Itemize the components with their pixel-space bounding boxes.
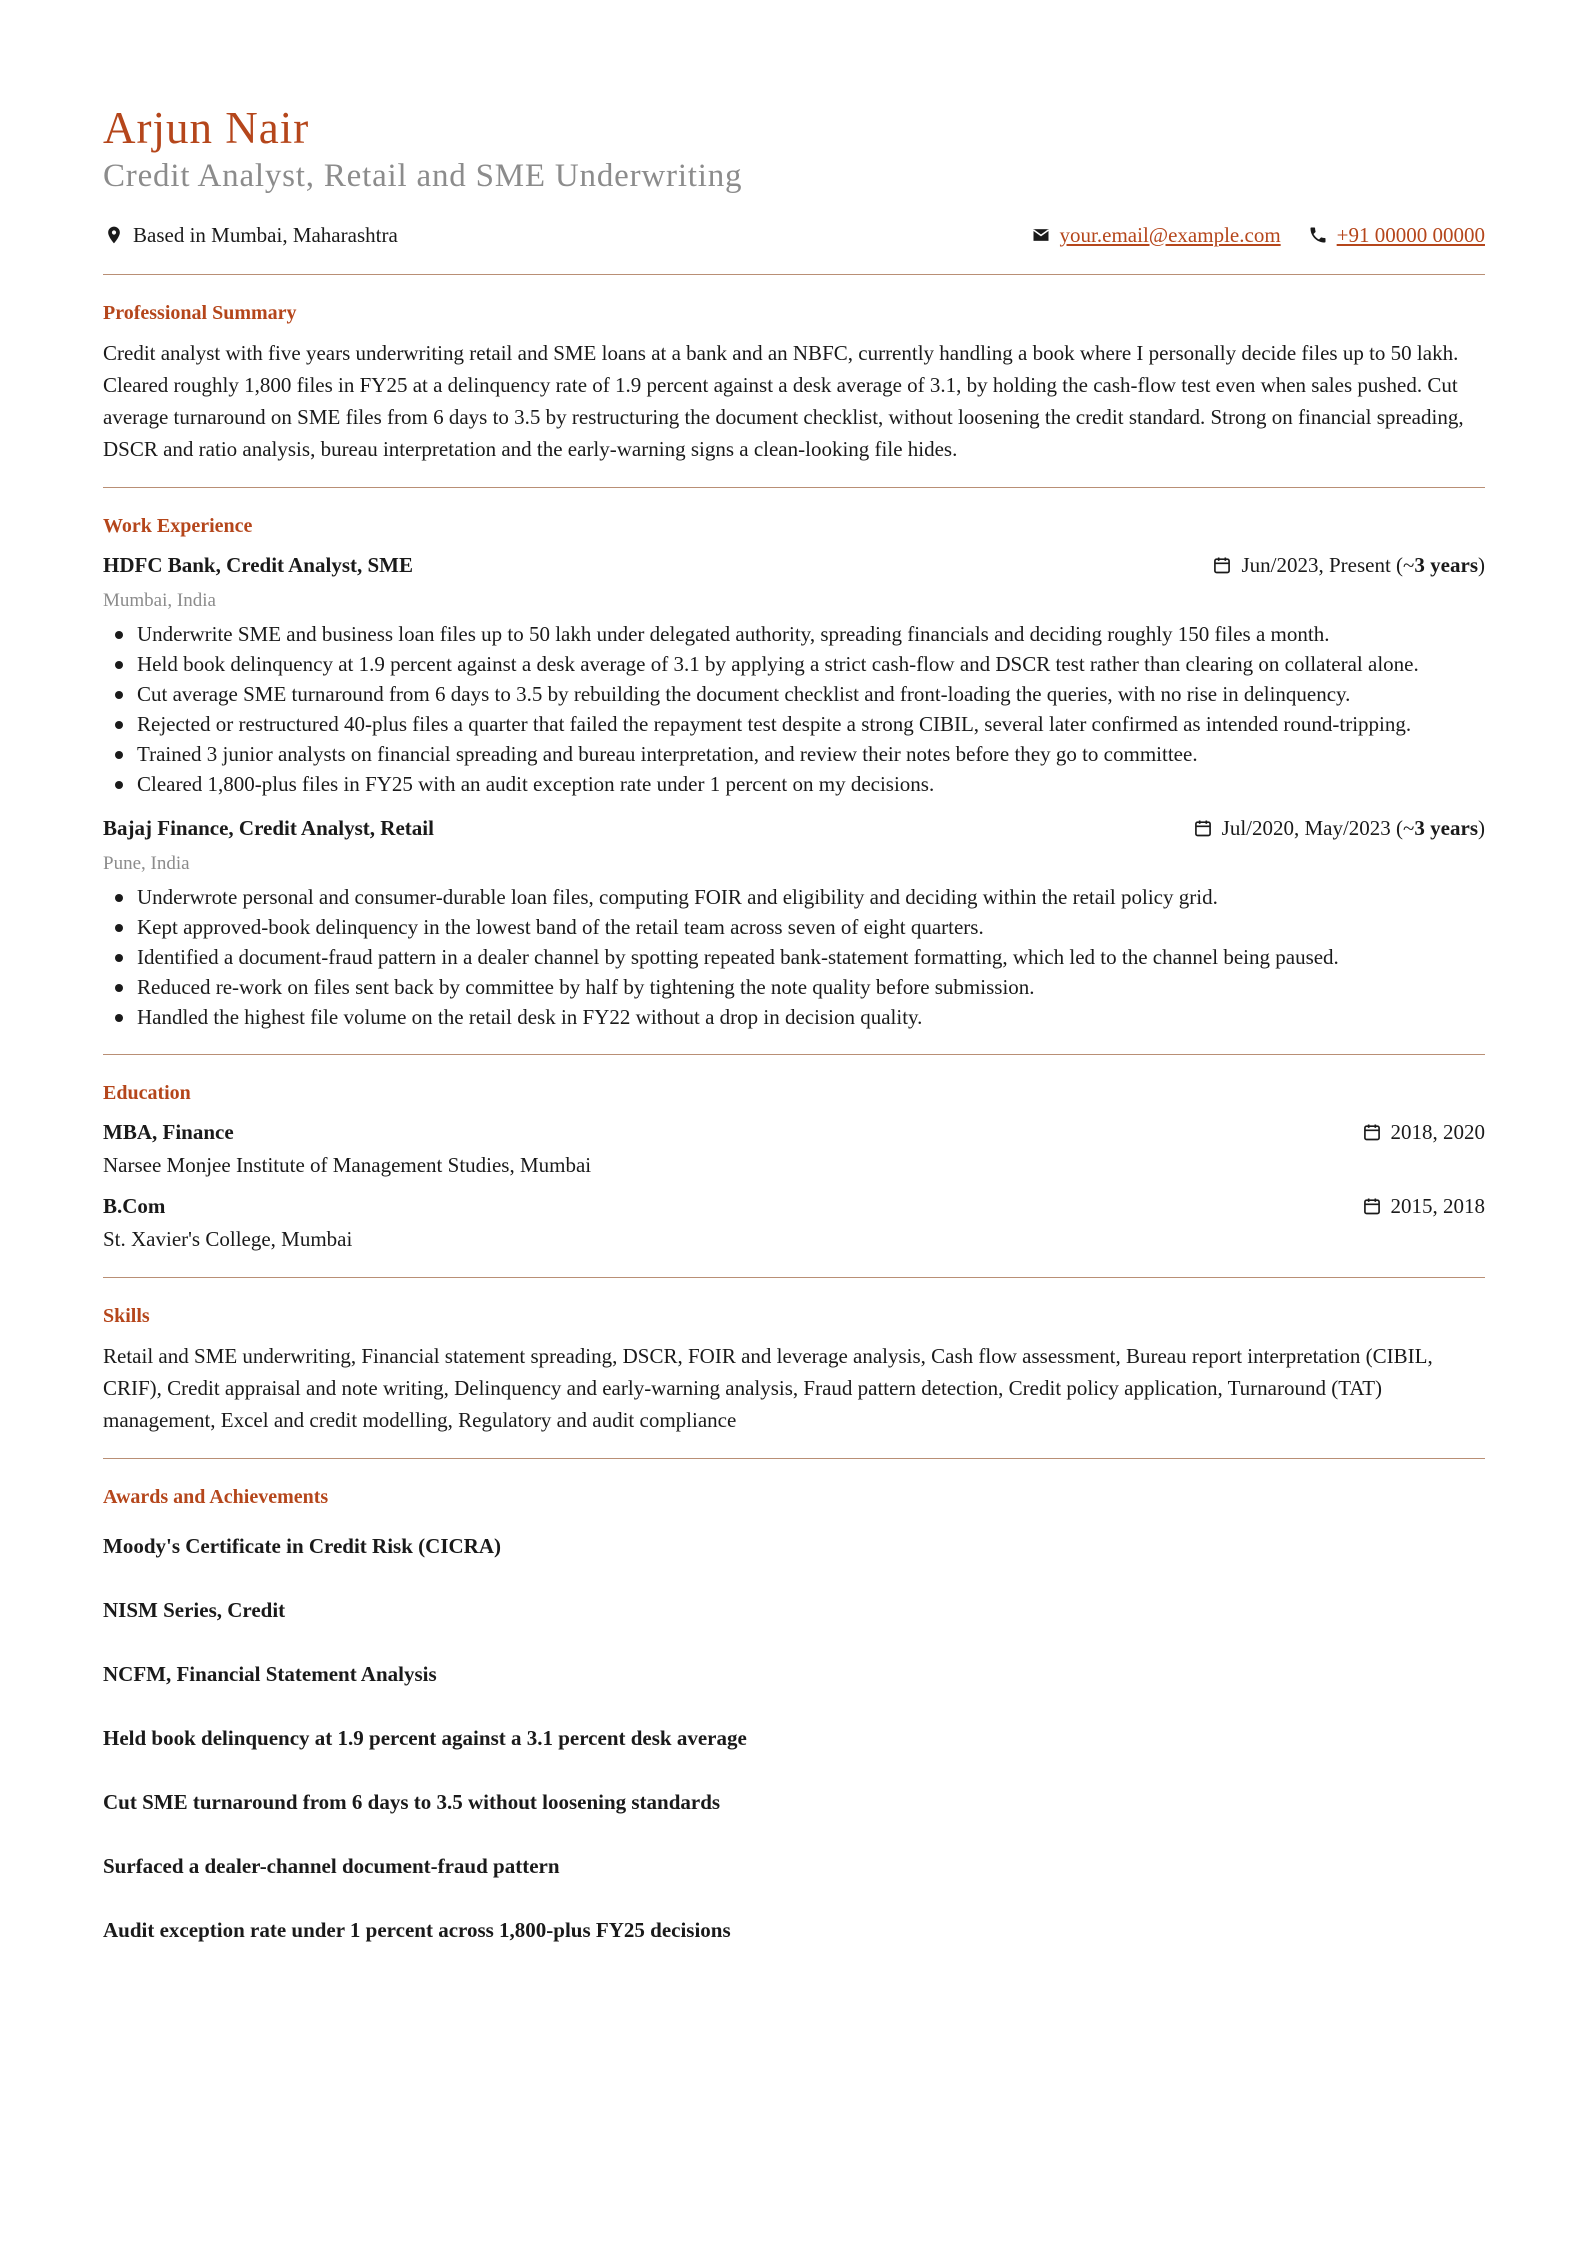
summary-text: Credit analyst with five years underwriting retail and SME loans at a bank and an NBFC, currently handling a book where I personally decide files up to 50 lakh. Cleared roughly 1,800 files in FY25 at a delinquency rate of 1.9 percent against a desk average of 3.1, by holding the cash-flow test even when sales pushed. Cut average turnaround on SME files from 6 days to 3.5 by restructuring the document checklist, without loosening the credit standard. Strong on financial spreading, DSCR and ratio analysis, bureau interpretation and the early-warning signs a clean-looking file hides. [103,341,1464,461]
award-item: Held book delinquency at 1.9 percent against a 3.1 percent desk average [103,1726,747,1750]
award-item: Moody's Certificate in Credit Risk (CICRA) [103,1534,501,1558]
award-item: Surfaced a dealer-channel document-fraud pattern [103,1854,560,1878]
education-dates: 2018, 2020 [1361,1117,1486,1147]
awards-section [103,1485,1485,1945]
job-role: Credit Analyst, SME [226,553,413,577]
contact-row [103,218,1485,252]
degree-name: B.Com [103,1194,166,1218]
list-item: Cleared 1,800-plus files in FY25 with an audit exception rate under 1 percent on my decisions. [103,769,1485,799]
education-header [103,1191,1485,1221]
list-item: Trained 3 junior analysts on financial spreading and bureau interpretation, and review their notes before they go to committee. [103,739,1485,769]
list-item: Identified a document-fraud pattern in a dealer channel by spotting repeated bank-statement formatting, which led to the channel being paused. [103,942,1485,972]
job-role: Credit Analyst, Retail [238,816,434,840]
calendar-icon [1361,1195,1383,1217]
section-title: Education [103,1082,191,1104]
skills-section [103,1304,1485,1436]
job-header [103,813,1485,843]
awards-list [103,1521,1485,1945]
education-dates: 2015, 2018 [1361,1191,1486,1221]
job-bullets [103,619,1485,799]
candidate-subtitle: Credit Analyst, Retail and SME Underwriting [103,158,743,194]
education-entry [103,1191,1485,1255]
summary-section [103,301,1485,465]
education-section [103,1081,1485,1255]
calendar-icon [1192,817,1214,839]
list-item: Handled the highest file volume on the retail desk in FY22 without a drop in decision quality. [103,1002,1485,1032]
phone-block [1307,223,1485,248]
award-item: Audit exception rate under 1 percent across 1,800-plus FY25 decisions [103,1918,731,1942]
job-bullets [103,882,1485,1032]
skills-text: Retail and SME underwriting, Financial statement spreading, DSCR, FOIR and leverage analysis, Cash flow assessment, Bureau report interpretation (CIBIL, CRIF), Credit appraisal and note writing, Delinquency and early-warning analysis, Fraud pattern detection, Credit policy application, Turnaround (TAT) management, Excel and credit modelling, Regulatory and audit compliance [103,1344,1433,1432]
list-item: Kept approved-book delinquency in the lowest band of the retail team across seven of eight quarters. [103,912,1485,942]
award-item: Cut SME turnaround from 6 days to 3.5 without loosening standards [103,1790,721,1814]
section-title: Professional Summary [103,302,297,324]
company-name: Bajaj Finance [103,816,229,840]
divider [103,274,1485,275]
education-header [103,1117,1485,1147]
education-entry [103,1117,1485,1181]
divider [103,1458,1485,1459]
candidate-name: Arjun Nair [103,103,310,153]
location-block [103,223,398,248]
list-item: Rejected or restructured 40-plus files a quarter that failed the repayment test despite a strong CIBIL, several later confirmed as intended round-tripping. [103,709,1485,739]
job-title: HDFC Bank, Credit Analyst, SME [103,553,413,577]
job-entry [103,813,1485,1032]
section-title: Awards and Achievements [103,1486,329,1508]
list-item: Underwrote personal and consumer-durable loan files, computing FOIR and eligibility and deciding within the retail policy grid. [103,882,1485,912]
job-title: Bajaj Finance, Credit Analyst, Retail [103,816,434,840]
contact-links [1004,223,1485,248]
list-item: Cut average SME turnaround from 6 days to 3.5 by rebuilding the document checklist and front-loading the queries, with no rise in delinquency. [103,679,1485,709]
map-pin-icon [103,224,125,246]
job-location: Mumbai, India [103,590,216,611]
divider [103,487,1485,488]
location-text: Based in Mumbai, Maharashtra [133,222,398,247]
list-item: Reduced re-work on files sent back by committee by half by tightening the note quality before submission. [103,972,1485,1002]
company-name: HDFC Bank [103,553,216,577]
school-name: St. Xavier's College, Mumbai [103,1227,353,1251]
divider [103,1054,1485,1055]
phone-icon [1307,224,1329,246]
job-location: Pune, India [103,853,190,874]
job-header [103,550,1485,580]
award-item: NISM Series, Credit [103,1598,286,1622]
email-block [1030,223,1281,248]
envelope-icon [1030,224,1052,246]
school-name: Narsee Monjee Institute of Management Studies, Mumbai [103,1153,592,1177]
job-dates: Jul/2020, May/2023 (~ 3 years ) [1192,813,1485,843]
job-entry [103,550,1485,799]
email-link[interactable]: your.email@example.com [1059,222,1281,247]
phone-link[interactable]: +91 00000 00000 [1336,222,1485,247]
degree-name: MBA, Finance [103,1120,234,1144]
experience-section [103,514,1485,1032]
divider [103,1277,1485,1278]
list-item: Held book delinquency at 1.9 percent against a desk average of 3.1 by applying a strict cash-flow and DSCR test rather than clearing on collateral alone. [103,649,1485,679]
section-title: Skills [103,1305,150,1327]
calendar-icon [1211,554,1233,576]
section-title: Work Experience [103,515,253,537]
calendar-icon [1361,1121,1383,1143]
list-item: Underwrite SME and business loan files up to 50 lakh under delegated authority, spreading financials and deciding roughly 150 files a month. [103,619,1485,649]
job-dates: Jun/2023, Present (~ 3 years ) [1211,550,1485,580]
award-item: NCFM, Financial Statement Analysis [103,1662,437,1686]
